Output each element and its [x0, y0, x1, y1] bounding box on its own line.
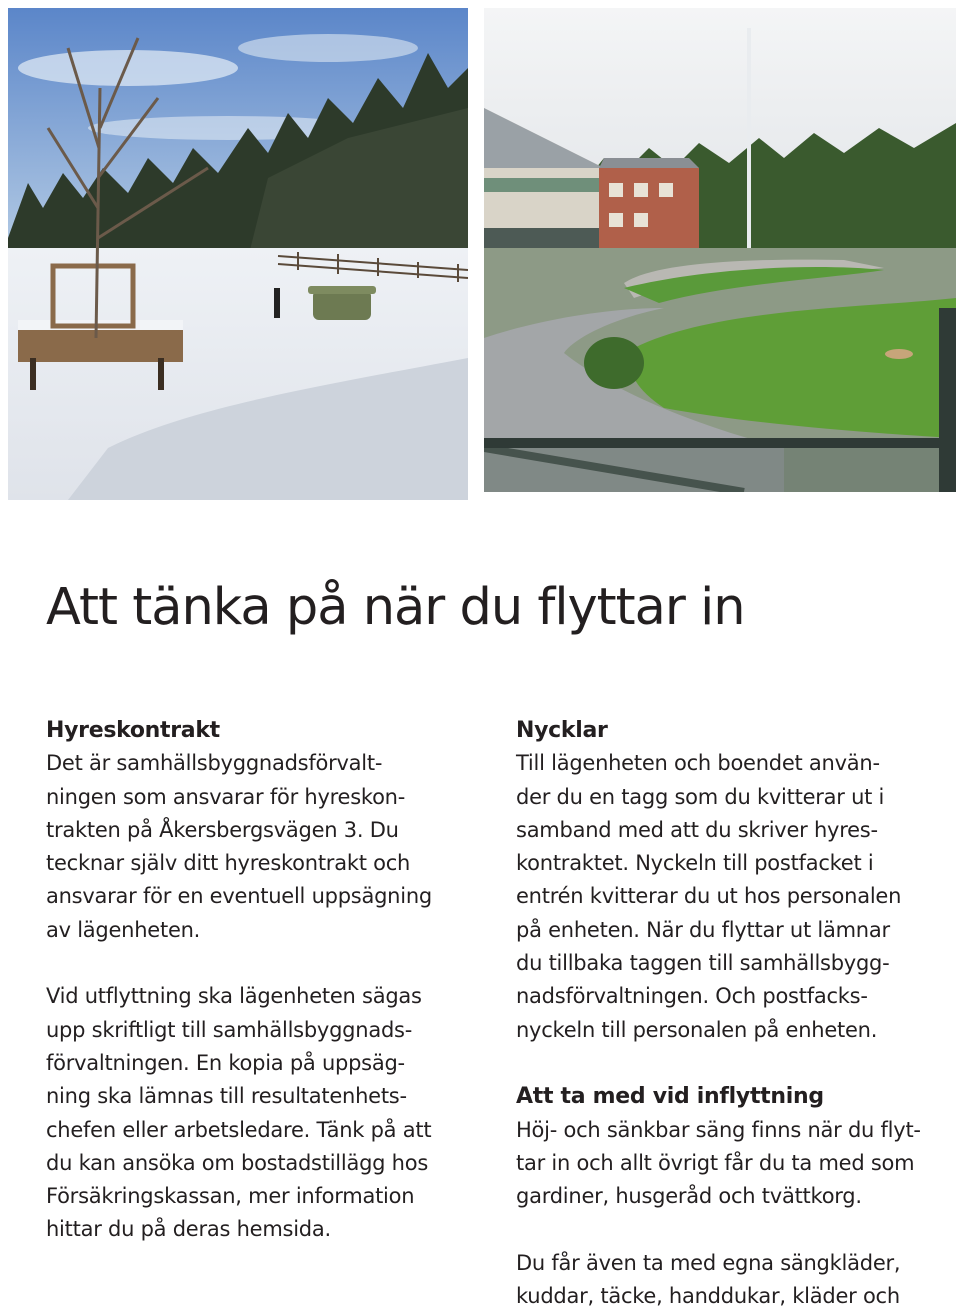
left-column — [46, 714, 486, 1247]
text-line: du kan ansöka om bostadstillägg hos — [46, 1150, 429, 1175]
text-line: trakten på Åkersbergsvägen 3. Du — [46, 817, 399, 842]
text-line: Vid utflyttning ska lägenheten sägas — [46, 984, 422, 1009]
paragraph-hyreskontrakt-2 — [46, 980, 486, 1246]
text-line: du tillbaka taggen till samhällsbygg- — [516, 951, 890, 976]
section-heading-hyreskontrakt: Hyreskontrakt — [46, 718, 220, 743]
text-line: av lägenheten. — [46, 917, 201, 942]
text-line: gardiner, husgeråd och tvättkorg. — [516, 1184, 862, 1209]
text-line: på enheten. När du flyttar ut lämnar — [516, 917, 890, 942]
text-line: Höj- och sänkbar säng finns när du flyt- — [516, 1117, 921, 1142]
page-title: Att tänka på när du flyttar in — [46, 578, 745, 637]
text-line: Det är samhällsbyggnadsförvalt- — [46, 751, 383, 776]
text-line: hittar du på deras hemsida. — [46, 1217, 331, 1242]
text-line: ansvarar för en eventuell uppsägning — [46, 884, 432, 909]
text-line: samband med att du skriver hyres- — [516, 817, 878, 842]
text-line: Du får även ta med egna sängkläder, — [516, 1250, 901, 1275]
text-line: entrén kvitterar du ut hos personalen — [516, 884, 902, 909]
text-line: nyckeln till personalen på enheten. — [516, 1017, 878, 1042]
text-line: Till lägenheten och boendet använ- — [516, 751, 880, 776]
winter-garden-photo — [8, 8, 468, 500]
text-line: ningen som ansvarar för hyreskon- — [46, 784, 406, 809]
section-heading-att-ta-med: Att ta med vid inflyttning — [516, 1084, 824, 1110]
text-line: tecknar själv ditt hyreskontrakt och — [46, 851, 411, 876]
right-column — [516, 714, 952, 1313]
text-line: ning ska lämnas till resultatenhets- — [46, 1084, 407, 1109]
text-line: tar in och allt övrigt får du ta med som — [516, 1150, 915, 1175]
text-line: förvaltningen. En kopia på uppsäg- — [46, 1050, 405, 1075]
paragraph-att-ta-med-2 — [516, 1247, 952, 1313]
text-line: Försäkringskassan, mer information — [46, 1184, 415, 1209]
text-line: kontraktet. Nyckeln till postfacket i — [516, 851, 874, 876]
text-line: chefen eller arbetsledare. Tänk på att — [46, 1117, 432, 1142]
text-line: der du en tagg som du kvitterar ut i — [516, 784, 885, 809]
text-line: kuddar, täcke, handdukar, kläder och — [516, 1284, 900, 1309]
text-line: nadsförvaltningen. Och postfacks- — [516, 984, 868, 1009]
text-line: upp skriftligt till samhällsbyggnads- — [46, 1017, 413, 1042]
section-heading-nycklar: Nycklar — [516, 718, 608, 743]
paragraph-nycklar — [516, 747, 952, 1047]
paragraph-hyreskontrakt-1 — [46, 747, 486, 947]
summer-courtyard-photo — [484, 8, 956, 492]
paragraph-att-ta-med-1 — [516, 1114, 952, 1214]
